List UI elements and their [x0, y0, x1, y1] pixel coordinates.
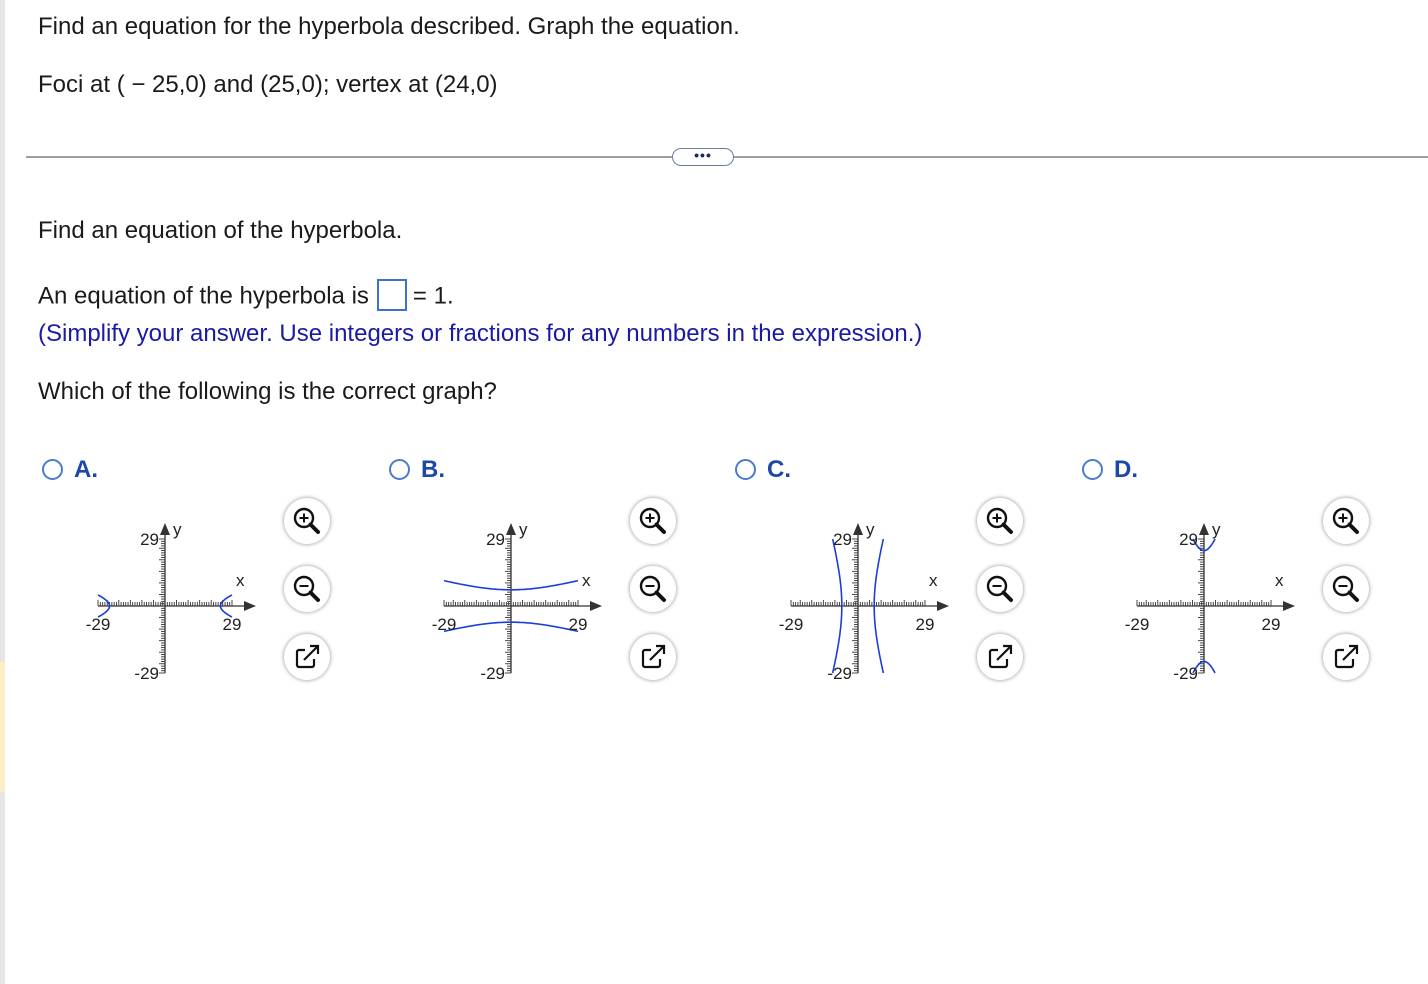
option-a-radio[interactable]: [42, 459, 63, 480]
answer-hint: (Simplify your answer. Use integers or fractions for any numbers in the expression.): [38, 320, 923, 347]
y-axis-arrow: [1199, 523, 1209, 535]
question-given: Foci at ( − 25,0) and (25,0); vertex at (24,0): [38, 71, 498, 98]
option-b-zoom-out-button[interactable]: [630, 566, 676, 612]
option-a-label: A.: [74, 456, 98, 483]
zoom-in-icon: [977, 498, 1023, 544]
x-axis-arrow: [1283, 601, 1295, 611]
option-a-popout-button[interactable]: [284, 634, 330, 680]
x-neg-tick-label: -29: [431, 615, 457, 634]
option-d-zoom-in-button[interactable]: [1323, 498, 1369, 544]
option-b-radio[interactable]: [389, 459, 410, 480]
popout-icon: [630, 634, 676, 680]
y-neg-tick-label: -29: [480, 664, 505, 683]
answer-input[interactable]: [377, 279, 407, 311]
x-axis-label: x: [929, 571, 938, 590]
zoom-out-icon: [1323, 566, 1369, 612]
zoom-in-icon: [1323, 498, 1369, 544]
option-a-zoom-out-button[interactable]: [284, 566, 330, 612]
zoom-out-icon: [977, 566, 1023, 612]
option-c-graph: [772, 498, 972, 693]
x-axis-arrow: [937, 601, 949, 611]
option-d-radio[interactable]: [1082, 459, 1103, 480]
left-margin-bar: [0, 0, 5, 984]
y-pos-tick-label: 29: [486, 530, 505, 549]
option-c-label: C.: [767, 456, 791, 483]
zoom-in-icon: [630, 498, 676, 544]
option-b-label: B.: [421, 456, 445, 483]
x-axis-arrow: [244, 601, 256, 611]
x-pos-tick-label: 29: [915, 615, 935, 634]
x-pos-tick-label: 29: [568, 615, 588, 634]
zoom-out-icon: [284, 566, 330, 612]
popout-icon: [284, 634, 330, 680]
option-a-zoom-in-button[interactable]: [284, 498, 330, 544]
option-a-graph: [79, 498, 279, 693]
y-axis-label: y: [519, 520, 528, 539]
option-c-radio[interactable]: [735, 459, 756, 480]
x-pos-tick-label: 29: [222, 615, 242, 634]
x-neg-tick-label: -29: [85, 615, 111, 634]
y-pos-tick-label: 29: [1179, 530, 1198, 549]
part1-instruction: Find an equation of the hyperbola.: [38, 217, 403, 244]
option-b-zoom-in-button[interactable]: [630, 498, 676, 544]
option-b-graph: [425, 498, 625, 693]
option-d-popout-button[interactable]: [1323, 634, 1369, 680]
option-c-popout-button[interactable]: [977, 634, 1023, 680]
y-pos-tick-label: 29: [833, 530, 852, 549]
part2-question: Which of the following is the correct graph?: [38, 378, 497, 405]
y-axis-arrow: [506, 523, 516, 535]
y-axis-arrow: [853, 523, 863, 535]
answer-prefix: An equation of the hyperbola is: [38, 282, 369, 310]
zoom-out-icon: [630, 566, 676, 612]
x-pos-tick-label: 29: [1261, 615, 1281, 634]
y-neg-tick-label: -29: [134, 664, 159, 683]
x-axis-label: x: [582, 571, 591, 590]
answer-line: [38, 281, 454, 313]
x-neg-tick-label: -29: [1124, 615, 1150, 634]
y-axis-label: y: [173, 520, 182, 539]
option-c-zoom-in-button[interactable]: [977, 498, 1023, 544]
x-axis-arrow: [590, 601, 602, 611]
x-axis-label: x: [1275, 571, 1284, 590]
option-d-zoom-out-button[interactable]: [1323, 566, 1369, 612]
x-neg-tick-label: -29: [778, 615, 804, 634]
y-neg-tick-label: -29: [827, 664, 852, 683]
y-neg-tick-label: -29: [1173, 664, 1198, 683]
active-part-highlight: [0, 662, 5, 792]
popout-icon: [1323, 634, 1369, 680]
option-c-zoom-out-button[interactable]: [977, 566, 1023, 612]
question-prompt: Find an equation for the hyperbola described. Graph the equation.: [38, 13, 740, 40]
answer-suffix: = 1.: [412, 282, 454, 310]
y-pos-tick-label: 29: [140, 530, 159, 549]
show-more-button[interactable]: •••: [672, 148, 734, 166]
y-axis-label: y: [866, 520, 875, 539]
y-axis-arrow: [160, 523, 170, 535]
zoom-in-icon: [284, 498, 330, 544]
option-b-popout-button[interactable]: [630, 634, 676, 680]
option-d-graph: [1118, 498, 1318, 693]
option-d-label: D.: [1114, 456, 1138, 483]
popout-icon: [977, 634, 1023, 680]
y-axis-label: y: [1212, 520, 1221, 539]
x-axis-label: x: [236, 571, 245, 590]
